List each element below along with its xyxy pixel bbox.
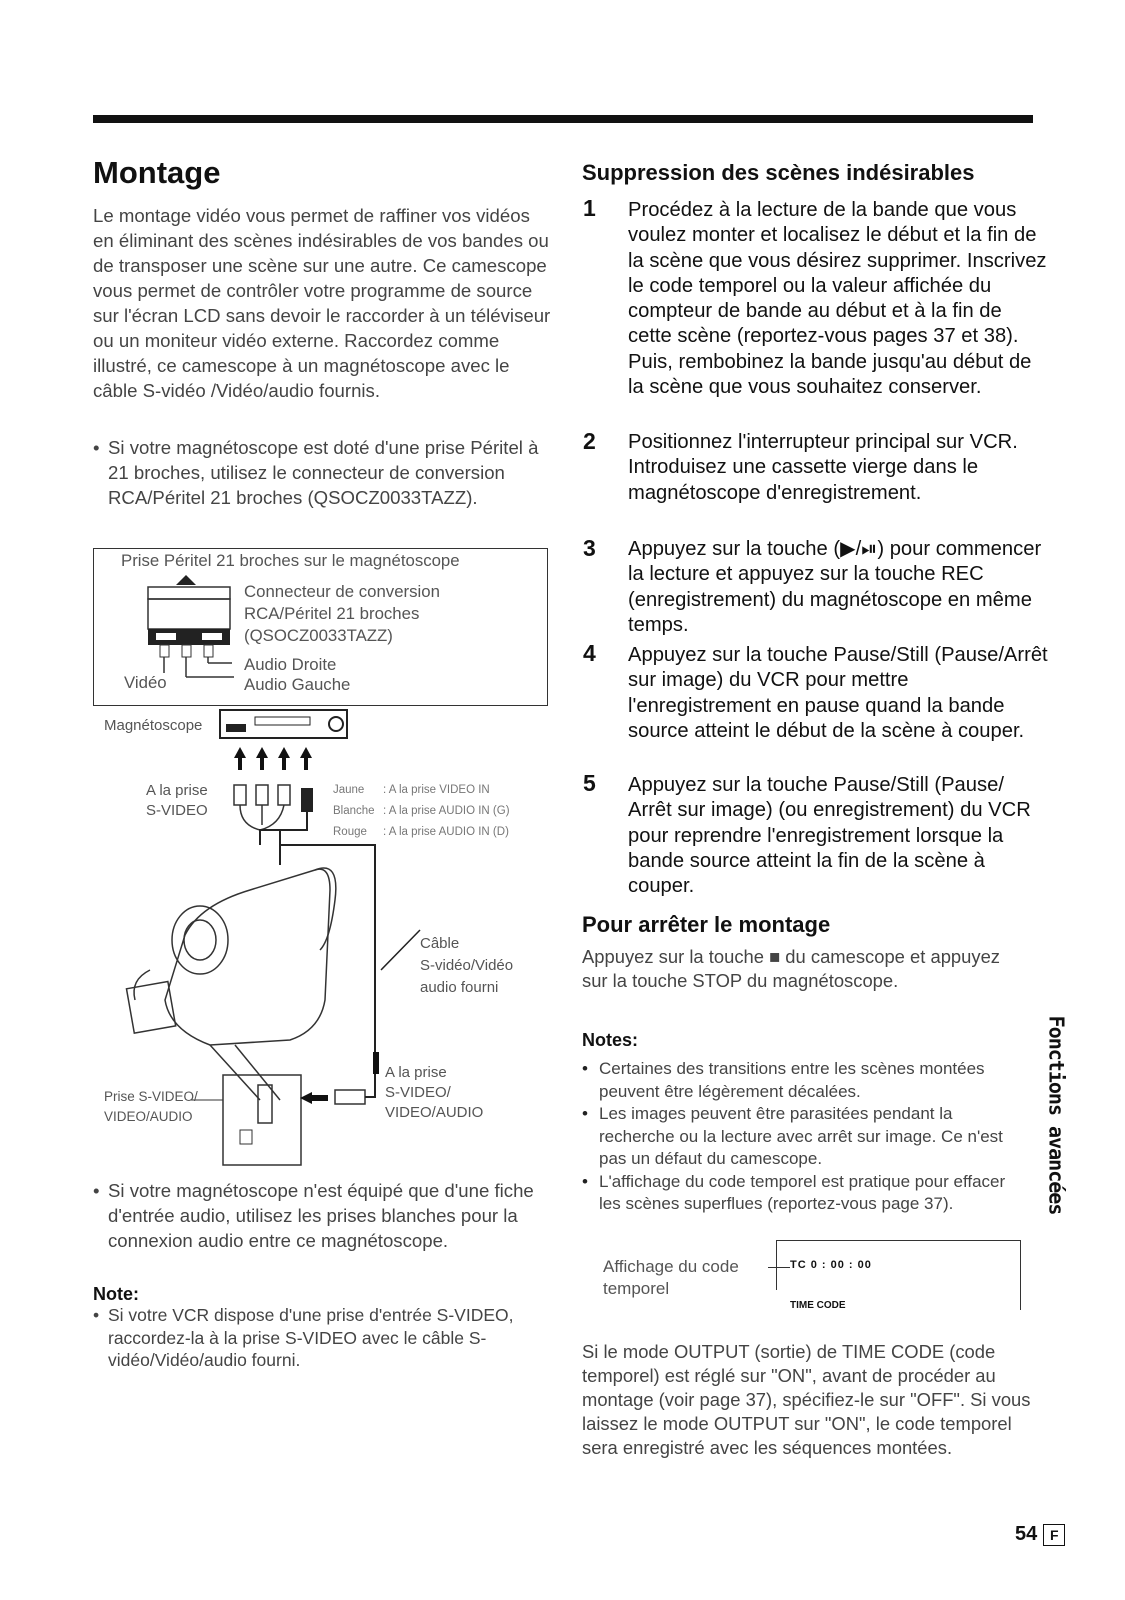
cable-label-3: audio fourni: [420, 979, 499, 996]
notes-heading: Notes:: [582, 1030, 639, 1050]
jaune-label: Jaune: [333, 784, 365, 796]
connector-label-1: Connecteur de conversion: [244, 582, 440, 601]
step-4-text: Appuyez sur la touche Pause/Still (Pause/Arrêt sur image) du VCR pour mettre l'enregistrement en pause quand la bande source atteint le début de la scène à couper.: [628, 644, 1048, 742]
alaprise-label-1: A la prise: [385, 1064, 447, 1081]
connector-label-3: (QSOCZ0033TAZZ): [244, 626, 393, 645]
list-item: • Les images peuvent être parasitées pendant la recherche ou la lecture avec arrêt sur image. Ce n'est pas un défaut du camescope.: [582, 1104, 1003, 1168]
step-3-number: 3: [583, 535, 596, 561]
jaune-destination: : A la prise VIDEO IN: [383, 784, 490, 796]
svideo-label-2: S-VIDEO: [146, 802, 208, 819]
timecode-value: TC 0 : 00 : 00: [790, 1259, 872, 1271]
cable-label-2: S-vidéo/Vidéo: [420, 957, 514, 974]
step-2-number: 2: [583, 428, 596, 454]
alaprise-label-3: VIDEO/AUDIO: [385, 1104, 484, 1121]
page-title: Montage: [93, 155, 221, 190]
note-heading: Note:: [93, 1284, 139, 1304]
rouge-label: Rouge: [333, 826, 367, 838]
scart-adapter-illustration: [144, 573, 234, 678]
list-item: • Certaines des transitions entre les scènes montées peuvent être légèrement décalées.: [582, 1059, 985, 1101]
audio-left-label: Audio Gauche: [244, 675, 351, 694]
step-4-number: 4: [583, 640, 596, 666]
peritel-connector-box: [93, 548, 548, 706]
bullet-peritel: • Si votre magnétoscope est doté d'une prise Péritel à 21 broches, utilisez le connecteur de conversion RCA/Péritel 21 broches (QSOCZ0033TAZZ).: [93, 437, 539, 508]
timecode-caption: Affichage du code temporel: [603, 1257, 739, 1298]
prise-label-1: Prise S-VIDEO/: [104, 1089, 198, 1104]
rouge-destination: : A la prise AUDIO IN (D): [383, 826, 509, 838]
list-item: • L'affichage du code temporel est pratique pour effacer les scènes superflues (reportez-vous page 37).: [582, 1171, 1006, 1213]
box-title: Prise Péritel 21 broches sur le magnétoscope: [121, 551, 460, 570]
side-tab-label: Fonctions avancées: [1044, 1015, 1068, 1215]
notes-list: [582, 1058, 1027, 1216]
alaprise-label-2: S-VIDEO/: [385, 1084, 451, 1101]
step-1-text: Procédez à la lecture de la bande que vous voulez monter et localisez le début et la fin de la scène que vous désirez supprimer. Inscrivez le code temporel ou la valeur affichée du compteur de bande au début et à la fin de cette scène (reportez-vous pages 37 et 38). Puis, rembobinez la bande jusqu'au début de la scène que vous souhaitez conserver.: [628, 199, 1047, 399]
page-number: 54 F: [1015, 1523, 1065, 1546]
bullet-audio: • Si votre magnétoscope n'est équipé que d'une fiche d'entrée audio, utilisez les prises blanches pour la connexion audio entre ce magnétoscope.: [93, 1180, 534, 1251]
step-5-number: 5: [583, 770, 596, 796]
svideo-label-1: A la prise: [146, 782, 208, 799]
bullet-peritel-text: Si votre magnétoscope est doté d'une prise Péritel à 21 broches, utilisez le connecteur de conversion RCA/Péritel 21 broches (QSOCZ0033TAZZ).: [108, 437, 539, 508]
connector-label-2: RCA/Péritel 21 broches: [244, 604, 420, 623]
prise-label-2: VIDEO/AUDIO: [104, 1109, 193, 1124]
stop-editing-title: Pour arrêter le montage: [582, 912, 831, 937]
intro-paragraph: Le montage vidéo vous permet de raffiner vos vidéos en éliminant des scènes indésirables de vos bandes ou de transposer une scène sur une autre. Ce camescope vous permet de contrôler votre programme de source sur l'écran LCD sans devoir le raccorder à un téléviseur ou un moniteur vidéo externe. Raccordez comme illustré, ce camescope à un magnétoscope avec le câble S-vidéo /Vidéo/audio fournis.: [93, 205, 551, 401]
section-title: Suppression des scènes indésirables: [582, 160, 975, 185]
timecode-pointer: [768, 1267, 790, 1268]
audio-right-label: Audio Droite: [244, 655, 337, 674]
bullet-audio-text: Si votre magnétoscope n'est équipé que d'une fiche d'entrée audio, utilisez les prises blanches pour la connexion audio entre ce magnétoscope.: [108, 1180, 534, 1251]
blanche-destination: : A la prise AUDIO IN (G): [383, 805, 510, 817]
step-5-text: Appuyez sur la touche Pause/Still (Pause/ Arrêt sur image) (ou enregistrement) du VCR pour reprendre l'enregistrement lorsque la bande source atteint la fin de la scène à couper.: [628, 774, 1031, 898]
blanche-label: Blanche: [333, 805, 375, 817]
cable-label-1: Câble: [420, 935, 460, 952]
step-3-text: Appuyez sur la touche (▶/⏯) pour commencer la lecture et appuyez sur la touche REC (enregistrement) du magnétoscope en même temps.: [628, 538, 1042, 636]
output-mode-paragraph: Si le mode OUTPUT (sortie) de TIME CODE (code temporel) est réglé sur "ON", avant de procéder au montage (voir page 37), spécifiez-le sur "OFF". Si vous laissez le mode OUTPUT sur "ON", le code temporel sera enregistré avec les séquences montées.: [582, 1341, 1031, 1458]
top-rule: [93, 115, 1033, 123]
vcr-label: Magnétoscope: [104, 717, 203, 734]
note-item: • Si votre VCR dispose d'une prise d'entrée S-VIDEO, raccordez-la à la prise S-VIDEO avec le câble S-vidéo/Vidéo/audio fourni.: [93, 1305, 514, 1370]
language-badge: F: [1043, 1524, 1065, 1546]
stop-editing-text: Appuyez sur la touche ■ du camescope et appuyez sur la touche STOP du magnétoscope.: [582, 946, 1001, 991]
video-label: Vidéo: [124, 673, 167, 692]
step-1-number: 1: [583, 195, 596, 221]
step-2-text: Positionnez l'interrupteur principal sur VCR. Introduisez une cassette vierge dans le magnétoscope d'enregistrement.: [628, 431, 1018, 504]
note-item-text: Si votre VCR dispose d'une prise d'entrée S-VIDEO, raccordez-la à la prise S-VIDEO avec le câble S-vidéo/Vidéo/audio fourni.: [108, 1305, 514, 1370]
side-tab: [1040, 1015, 1072, 1215]
timecode-screen-label: TIME CODE: [790, 1300, 846, 1311]
